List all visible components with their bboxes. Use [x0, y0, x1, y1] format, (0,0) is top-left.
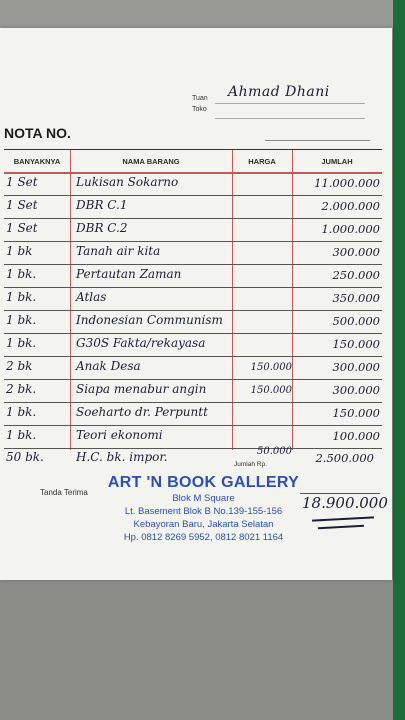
green-edge — [393, 0, 405, 720]
row-item: DBR C.1 — [76, 198, 128, 212]
row-total: 11.000.000 — [314, 176, 380, 190]
table-row — [4, 403, 382, 426]
stamp-line: Blok M Square — [172, 493, 235, 504]
row-qty: 2 bk. — [6, 382, 37, 396]
row-total: 350.000 — [332, 291, 380, 305]
table-row — [4, 334, 382, 357]
table-row — [4, 242, 382, 265]
items-table — [4, 149, 382, 460]
col-harga: HARGA — [248, 156, 276, 166]
customer-name: Ahmad Dhani — [228, 84, 330, 100]
shop-stamp — [96, 474, 311, 544]
row-item: H.C. bk. impor. — [76, 450, 168, 464]
row-qty: 1 bk. — [6, 267, 37, 281]
row-item: Teori ekonomi — [76, 428, 163, 442]
row-item: DBR C.2 — [76, 221, 128, 235]
row-total: 100.000 — [332, 429, 380, 443]
row-qty: 1 bk. — [6, 336, 37, 350]
table-row — [4, 426, 382, 449]
row-price: 150.000 — [250, 385, 292, 396]
row-qty: 1 bk — [6, 244, 33, 258]
row-total: 300.000 — [332, 383, 380, 397]
row-price: 50.000 — [257, 446, 292, 457]
row-total: 1.000.000 — [321, 222, 380, 236]
row-qty: 1 bk. — [6, 428, 37, 442]
row-item: G30S Fakta/rekayasa — [76, 336, 206, 350]
row-price: 150.000 — [250, 362, 292, 373]
row-qty: 1 bk. — [6, 290, 37, 304]
row-item: Atlas — [76, 290, 107, 304]
toko-label: Toko — [192, 106, 207, 113]
stamp-shop-name: ART 'N BOOK GALLERY — [107, 474, 300, 491]
row-item: Anak Desa — [76, 359, 141, 373]
row-total: 300.000 — [332, 360, 380, 374]
jumlah-label: Jumlah Rp. — [234, 461, 267, 468]
tuan-line — [215, 103, 365, 104]
col-banyaknya: BANYAKNYA — [13, 156, 61, 166]
table-row — [4, 265, 382, 288]
table-row — [4, 311, 382, 334]
row-total: 150.000 — [332, 337, 380, 351]
table-row — [4, 380, 382, 403]
nota-title: NOTA NO. — [4, 125, 71, 141]
row-item: Soeharto dr. Perpuntt — [76, 405, 208, 419]
row-item: Pertautan Zaman — [76, 267, 182, 281]
stamp-line: Kebayoran Baru, Jakarta Selatan — [133, 519, 274, 530]
grand-total: 18.900.000 — [302, 494, 388, 512]
row-item: Indonesian Communism — [76, 313, 223, 327]
stamp-line: Lt. Basement Blok B No.139-155-156 — [124, 506, 283, 517]
row-total: 300.000 — [332, 245, 380, 259]
row-qty: 1 Set — [6, 198, 38, 212]
table-row — [4, 196, 382, 219]
row-qty: 2 bk — [6, 359, 33, 373]
row-qty: 1 Set — [6, 175, 38, 189]
table-row — [4, 173, 382, 196]
stamp-line: Hp. 0812 8269 5952, 0812 8021 1164 — [123, 532, 284, 543]
row-qty: 1 Set — [6, 221, 38, 235]
last-item-row — [4, 448, 384, 472]
col-nama-barang: NAMA BARANG — [122, 156, 180, 166]
nota-number-line — [265, 140, 370, 141]
row-item: Siapa menabur angin — [76, 382, 207, 396]
row-item: Lukisan Sokarno — [76, 175, 179, 189]
row-total: 2.500.000 — [315, 451, 374, 465]
row-total: 2.000.000 — [321, 199, 380, 213]
row-total: 150.000 — [332, 406, 380, 420]
row-qty: 1 bk. — [6, 313, 37, 327]
col-jumlah: JUMLAH — [321, 156, 353, 166]
toko-line — [215, 118, 365, 119]
row-total: 250.000 — [332, 268, 380, 282]
row-qty: 1 bk. — [6, 405, 37, 419]
table-row — [4, 219, 382, 242]
row-item: Tanah air kita — [76, 244, 161, 258]
table-row — [4, 288, 382, 311]
background-table-surface — [0, 580, 405, 720]
table-row — [4, 357, 382, 380]
tanda-terima-label: Tanda Terima — [40, 488, 88, 497]
row-total: 500.000 — [332, 314, 380, 328]
tuan-label: Tuan — [192, 95, 208, 102]
row-qty: 50 bk. — [6, 450, 44, 464]
